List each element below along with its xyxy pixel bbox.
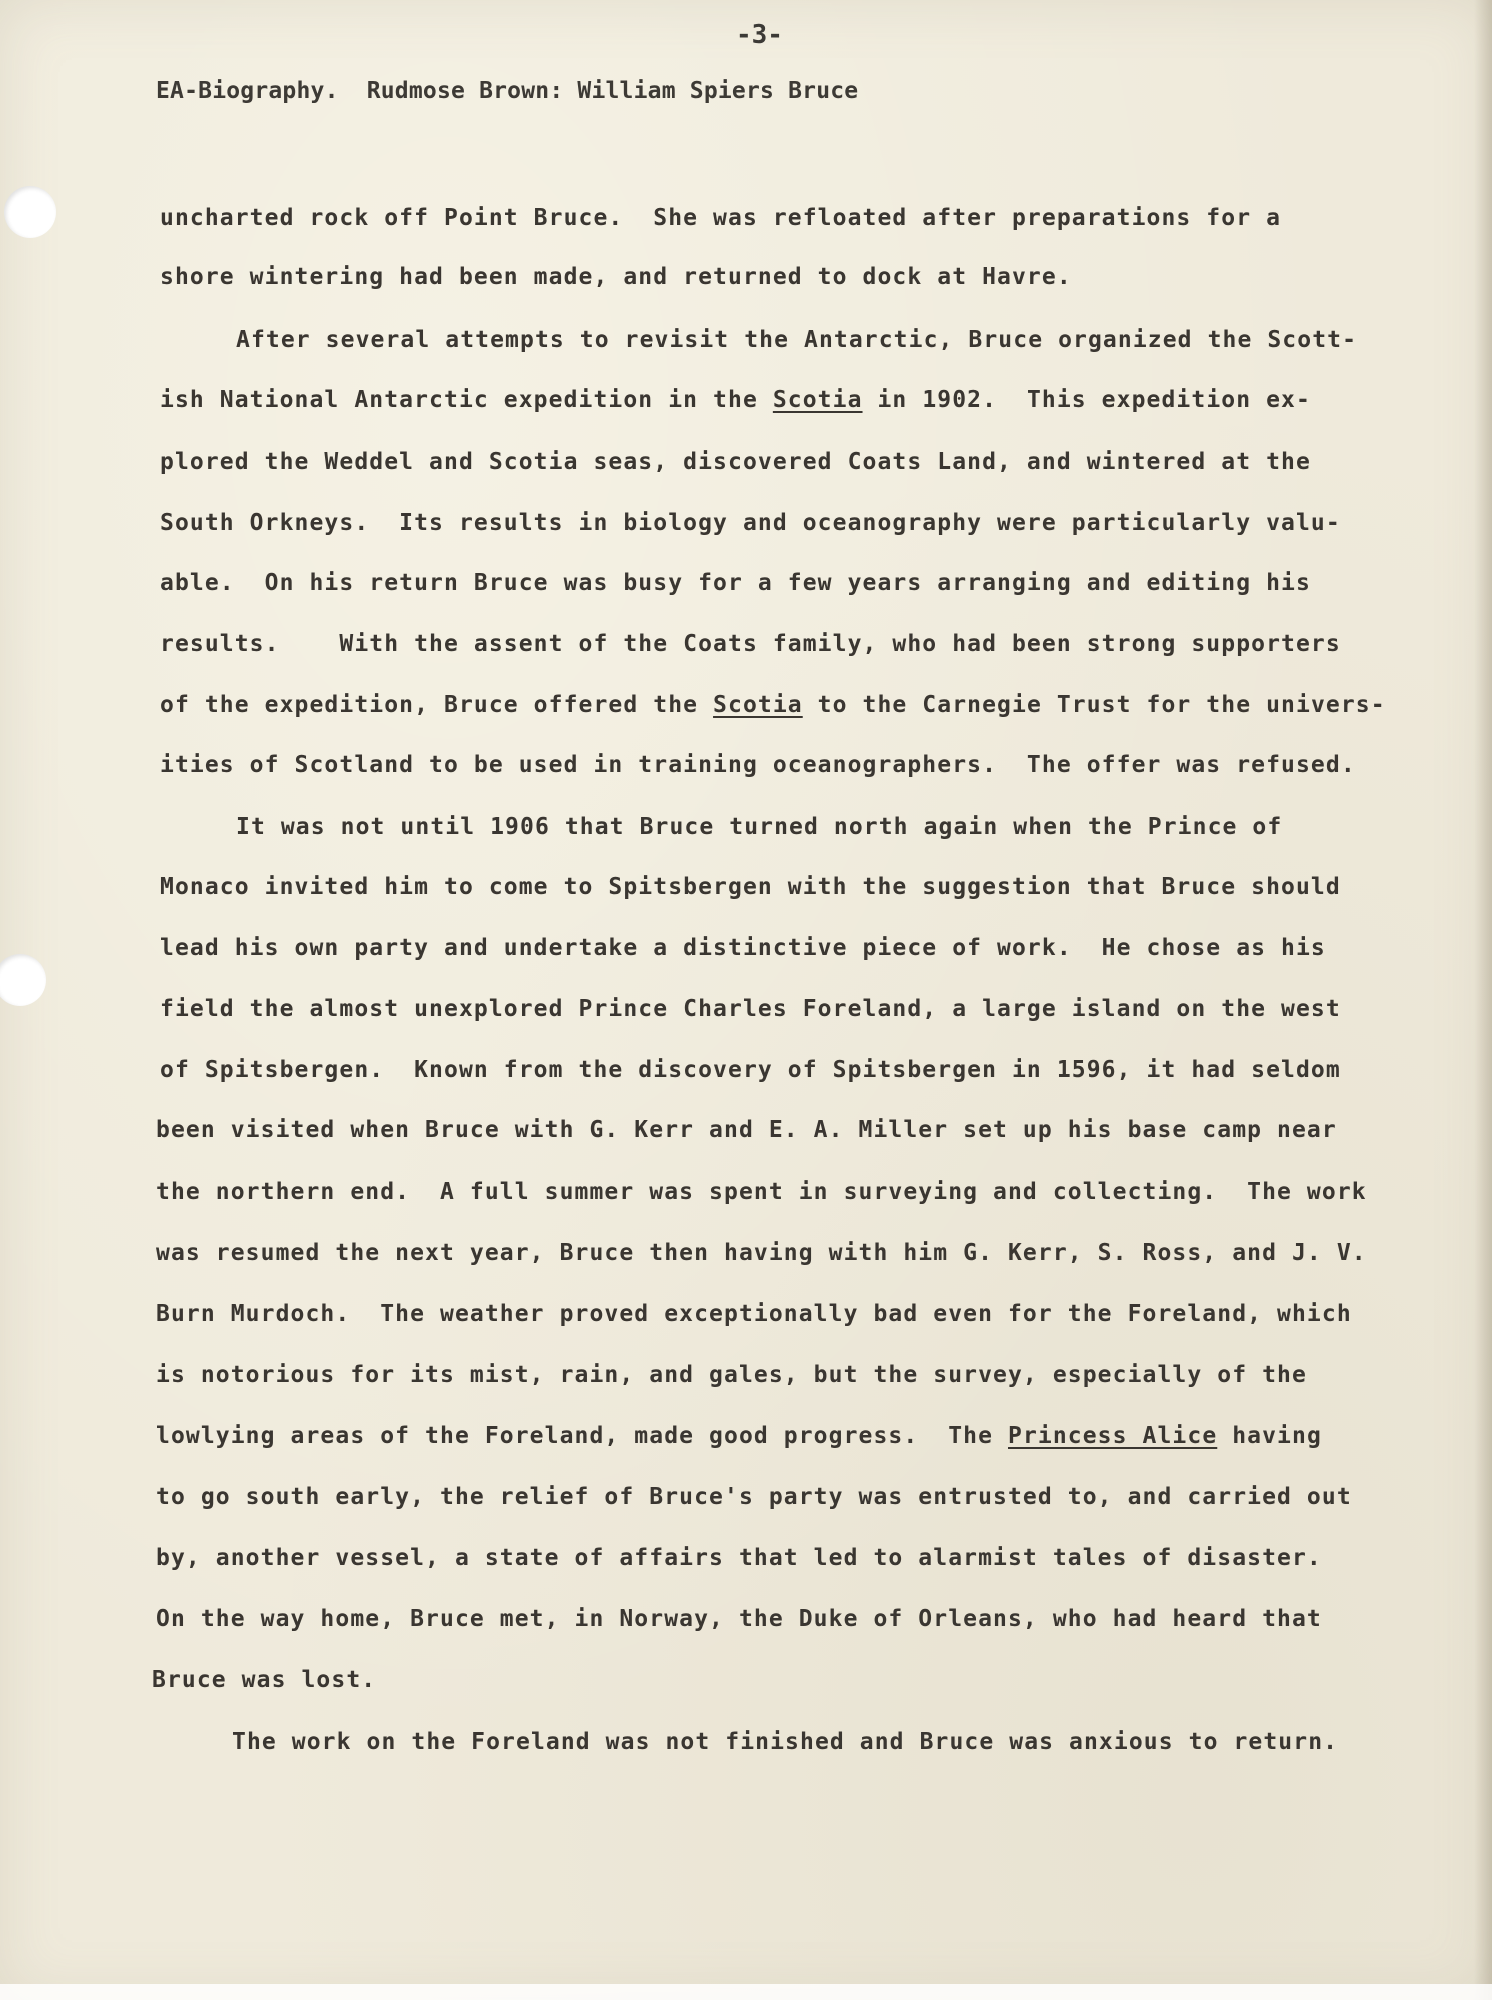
text-span: having — [1217, 1423, 1322, 1449]
text-line: to go south early, the relief of Bruce's party was entrusted to, and carried out — [156, 1484, 1352, 1510]
page-bottom-strip — [0, 1984, 1492, 2000]
text-line: On the way home, Bruce met, in Norway, the Duke of Orleans, who had heard that — [156, 1606, 1322, 1632]
text-line: plored the Weddel and Scotia seas, discovered Coats Land, and wintered at the — [160, 449, 1311, 475]
text-line: lead his own party and undertake a distinctive piece of work. He chose as his — [160, 935, 1326, 961]
text-line — [160, 692, 1386, 718]
ship-name-scotia: Scotia — [713, 692, 803, 718]
page-number: -3- — [736, 20, 783, 50]
text-line: uncharted rock off Point Bruce. She was refloated after preparations for a — [160, 205, 1282, 231]
text-span: to the Carnegie Trust for the univers- — [802, 692, 1386, 718]
text-line: Monaco invited him to come to Spitsbergen with the suggestion that Bruce should — [160, 874, 1341, 900]
text-line: was resumed the next year, Bruce then having with him G. Kerr, S. Ross, and J. V. — [156, 1240, 1367, 1266]
text-line: Burn Murdoch. The weather proved exceptionally bad even for the Foreland, which — [156, 1301, 1352, 1327]
ship-name-scotia: Scotia — [772, 387, 863, 413]
text-line: ities of Scotland to be used in training oceanographers. The offer was refused. — [160, 752, 1356, 778]
text-line: by, another vessel, a state of affairs that led to alarmist tales of disaster. — [156, 1545, 1322, 1571]
text-line: It was not until 1906 that Bruce turned north again when the Prince of — [236, 814, 1283, 840]
text-line: The work on the Foreland was not finished and Bruce was anxious to return. — [232, 1729, 1339, 1755]
ship-name-princess-alice: Princess Alice — [1008, 1423, 1218, 1449]
punch-hole-top — [4, 186, 56, 238]
text-line: been visited when Bruce with G. Kerr and E. A. Miller set up his base camp near — [156, 1117, 1337, 1143]
page-header: EA-Biography. Rudmose Brown: William Spiers Bruce — [156, 78, 859, 104]
text-span: in 1902. This expedition ex- — [862, 387, 1311, 413]
text-line: field the almost unexplored Prince Charles Foreland, a large island on the west — [160, 996, 1341, 1022]
text-line: shore wintering had been made, and returned to dock at Havre. — [160, 264, 1072, 290]
text-line: the northern end. A full summer was spent in surveying and collecting. The work — [156, 1179, 1367, 1205]
text-span: ish National Antarctic expedition in the — [160, 387, 773, 413]
text-line — [156, 1423, 1322, 1449]
page-edge-shadow — [1474, 0, 1492, 2000]
text-line: Bruce was lost. — [152, 1667, 377, 1693]
text-span: lowlying areas of the Foreland, made good progress. The — [156, 1423, 1008, 1449]
text-line: South Orkneys. Its results in biology and oceanography were particularly valu- — [160, 510, 1341, 536]
text-span: of the expedition, Bruce offered the — [160, 692, 714, 718]
text-line: able. On his return Bruce was busy for a few years arranging and editing his — [160, 570, 1311, 596]
text-line: results. With the assent of the Coats family, who had been strong supporters — [160, 631, 1341, 657]
punch-hole-middle — [0, 954, 46, 1006]
text-line — [160, 387, 1311, 413]
text-line: of Spitsbergen. Known from the discovery of Spitsbergen in 1596, it had seldom — [160, 1057, 1341, 1083]
text-line: After several attempts to revisit the Antarctic, Bruce organized the Scott- — [236, 327, 1358, 353]
text-line: is notorious for its mist, rain, and gales, but the survey, especially of the — [156, 1362, 1307, 1388]
